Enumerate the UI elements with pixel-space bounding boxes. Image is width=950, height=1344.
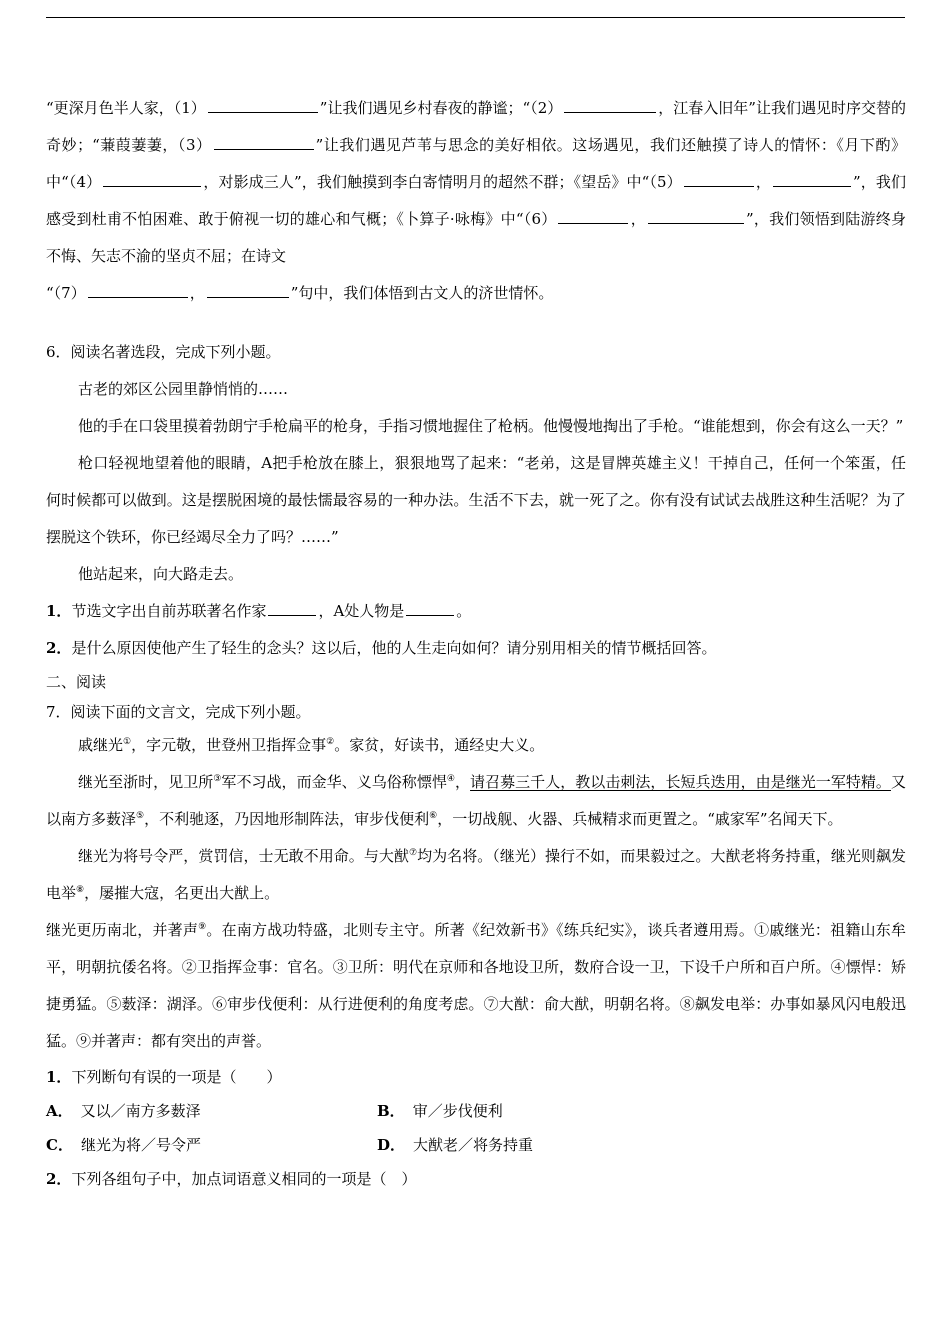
answer-blank-6a[interactable]: [558, 209, 628, 224]
document-body: [46, 90, 906, 1196]
q6-passage-line: 他的手在口袋里摸着勃朗宁手枪扁平的枪身，手指习惯地握住了枪柄。他慢慢地掏出了手枪。“谁能想到，你会有这么一天？”: [78, 417, 904, 435]
footnotes: ①戚继光：祖籍山东牟平，明朝抗倭名将。②卫指挥佥事：官名。③卫所：明代在京师和各地设卫所，数府合设一卫，下设千户所和百户所。④慓悍：矫捷勇猛。⑤薮泽：湖泽。⑥审步伐便利：从行进便利的角度考虑。⑦大猷：俞大猷，明朝名将。⑧飙发电举：办事如暴风闪电般迅猛。⑨并著声：都有突出的声誉。: [46, 921, 906, 1050]
poem-fill-paragraph: “更深月色半人家，（1） ”让我们遇见乡村春夜的静谧；“（2） ，江春入旧年”让我们遇见时序交替的奇妙；“蒹葭萋萋，（3） ”让我们遇见芦苇与思念的美好相依。这场遇见，我们还触摸了诗人的情怀：《月下酌》中“（4） ，对影成三人”，我们触摸到李白寄情明月的超然不群；《望岳》中“（5） ， ”，我们感受到杜甫不怕困难、敢于俯视一切的雄心和气概；《卜算子·咏梅》中“（6） ， ”，我们领悟到陆游终身不悔、矢志不渝的坚贞不屈；在诗文: [46, 99, 907, 265]
underlined-sentence: 请召募三千人，教以击刺法，长短兵迭用，由是继光一军特精。: [470, 773, 891, 791]
answer-blank-6b[interactable]: [648, 209, 744, 224]
answer-blank-2[interactable]: [564, 98, 656, 113]
option-c[interactable]: C． 继光为将／号令严: [46, 1136, 201, 1154]
q7-sub1-options-row1: [46, 1094, 906, 1128]
q6-character-blank[interactable]: [406, 601, 454, 616]
answer-blank-5a[interactable]: [684, 172, 754, 187]
q7-passage-p1: 戚继光①，字元敬，世登州卫指挥佥事②。家贫，好读书，通经史大义。: [78, 736, 545, 754]
q7-passage-p3: 继光为将号令严，赏罚信，士无敢不用命。与大猷⑦均为名将。（继光）操行不如，而果毅过之。大猷老将务持重，继光则飙发电举⑧，屡摧大寇，名更出大猷上。: [46, 847, 906, 902]
answer-blank-4[interactable]: [103, 172, 201, 187]
answer-blank-1[interactable]: [208, 98, 318, 113]
q7-title: 7．阅读下面的文言文，完成下列小题。: [46, 703, 311, 721]
option-a[interactable]: A． 又以／南方多薮泽: [46, 1102, 201, 1120]
q6-sub2: 2．是什么原因使他产生了轻生的念头？这以后，他的人生走向如何？请分别用相关的情节概括回答。: [46, 639, 717, 657]
q6-author-blank[interactable]: [268, 601, 316, 616]
answer-blank-3[interactable]: [214, 135, 314, 150]
q7-passage-p2: 继光至浙时，见卫所③军不习战，而金华、义乌俗称慓悍④，请召募三千人，教以击刺法，长短兵迭用，由是继光一军特精。又以南方多薮泽⑤，不利驰逐，乃因地形制阵法，审步伐便利⑥，一切战舰、火器、兵械精求而更置之。“戚家军”名闻天下。: [46, 773, 906, 828]
option-d[interactable]: D． 大猷老／将务持重: [377, 1136, 534, 1154]
section-heading: 二、阅读: [46, 673, 107, 691]
q7-sub1-options-row2: [46, 1128, 906, 1162]
q6-passage-line: 他站起来，向大路走去。: [78, 565, 244, 583]
q7-sub2: 2．下列各组句子中，加点词语意义相同的一项是（ ）: [46, 1170, 417, 1188]
poem-fill-line7: “（7） ， ”句中，我们体悟到古文人的济世情怀。: [46, 284, 554, 302]
q7-sub1: 1．下列断句有误的一项是（ ）: [46, 1068, 282, 1086]
q7-passage-p4-notes: 继光更历南北，并著声⑨。在南方战功特盛，北则专主守。所著《纪效新书》《练兵纪实》，谈兵者遵用焉。①戚继光：祖籍山东牟平，明朝抗倭名将。②卫指挥佥事：官名。③卫所：明代在京师和各地设卫所，数府合设一卫，下设千户所和百户所。④慓悍：矫捷勇猛。⑤薮泽：湖泽。⑥审步伐便利：从行进便利的角度考虑。⑦大猷：俞大猷，明朝名将。⑧飙发电举：办事如暴风闪电般迅猛。⑨并著声：都有突出的声誉。: [46, 921, 906, 1050]
q6-passage-line: 古老的郊区公园里静悄悄的……: [78, 380, 289, 398]
q6-passage-line: 枪口轻视地望着他的眼睛，A把手枪放在膝上，狠狠地骂了起来：“老弟，这是冒牌英雄主义！干掉自己，任何一个笨蛋，任何时候都可以做到。这是摆脱困境的最怯懦最容易的一种办法。生活不下去，就一死了之。你有没有试试去战胜这种生活呢？为了摆脱这个铁环，你已经竭尽全力了吗？……”: [46, 454, 906, 546]
q6-sub1: 1．节选文字出自前苏联著名作家 ，A处人物是 。: [46, 602, 472, 620]
answer-blank-5b[interactable]: [773, 172, 851, 187]
option-b[interactable]: B． 审／步伐便利: [377, 1102, 503, 1120]
header-rule: [46, 17, 905, 18]
q6-title: 6．阅读名著选段，完成下列小题。: [46, 343, 281, 361]
answer-blank-7a[interactable]: [88, 283, 188, 298]
answer-blank-7b[interactable]: [207, 283, 289, 298]
